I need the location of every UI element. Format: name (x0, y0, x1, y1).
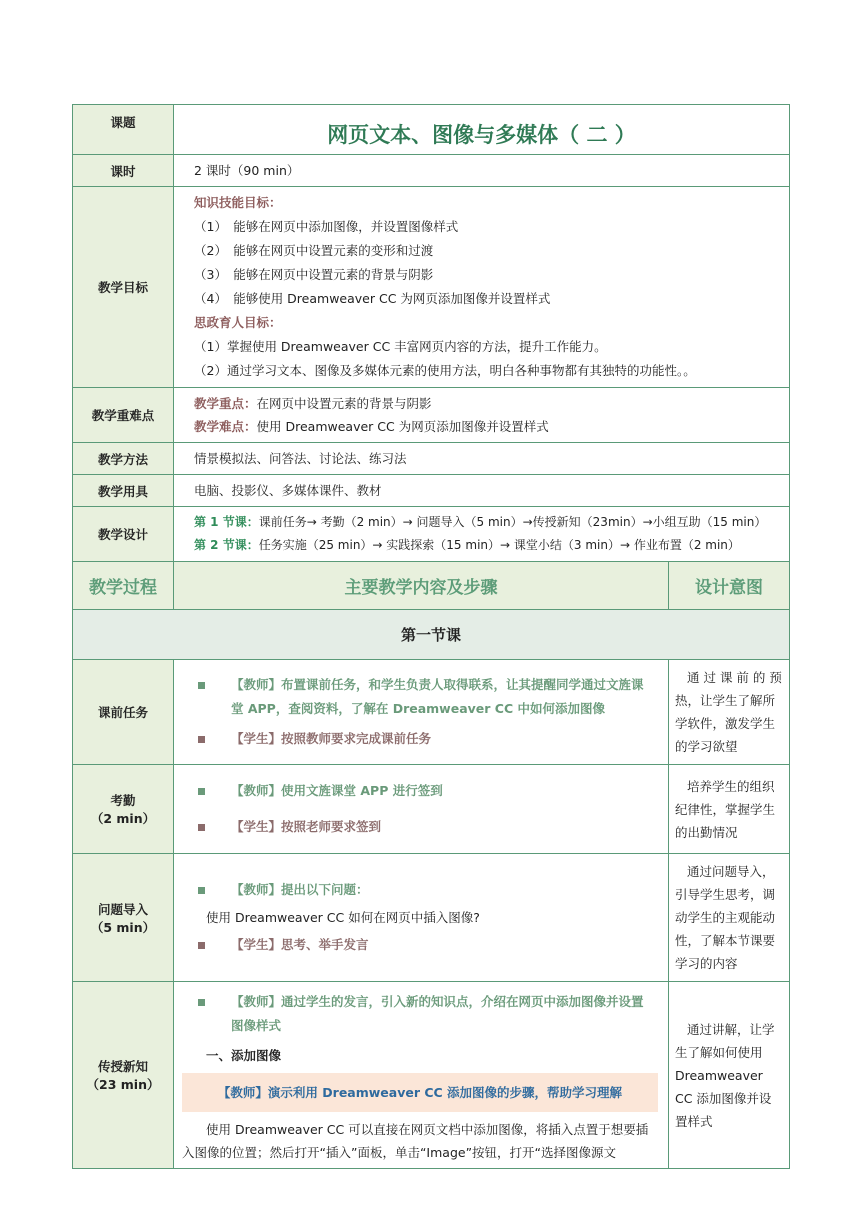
teach-label: 传授新知 （23 min） (73, 982, 174, 1169)
student-bullet: 【学生】按照老师要求签到 (194, 815, 648, 839)
column-header-intent: 设计意图 (669, 562, 790, 610)
key-point-value: 在网页中设置元素的背景与阴影 (256, 396, 432, 411)
methods-label: 教学方法 (73, 443, 174, 475)
question-content (174, 854, 669, 982)
bullet-icon (198, 682, 205, 689)
difficult-point-label: 教学难点： (194, 419, 257, 434)
bullet-icon (198, 999, 205, 1006)
bullet-icon (198, 736, 205, 743)
design-content (174, 507, 790, 562)
ideology-item: （2）通过学习文本、图像及多媒体元素的使用方法，明白各种事物都有其独特的功能性。。 (194, 363, 696, 378)
bullet-icon (198, 942, 205, 949)
question-label: 问题导入 （5 min） (73, 854, 174, 982)
bullet-icon (198, 824, 205, 831)
design-label: 教学设计 (73, 507, 174, 562)
student-bullet: 【学生】按照教师要求完成课前任务 (194, 727, 648, 751)
attendance-content (174, 765, 669, 854)
goals-content (174, 187, 790, 388)
teacher-bullet: 【教师】布置课前任务，和学生负责人取得联系，让其提醒同学通过文旌课堂 APP，查阅资料，了解在 Dreamweaver CC 中如何添加图像 (194, 673, 648, 721)
attendance-label: 考勤 （2 min） (73, 765, 174, 854)
demo-callout: 【教师】演示利用 Dreamweaver CC 添加图像的步骤，帮助学习理解 (182, 1073, 658, 1112)
goals-label: 教学目标 (73, 187, 174, 388)
key-points-content (174, 388, 790, 443)
teach-content (174, 982, 669, 1169)
body-text: 使用 Dreamweaver CC 可以直接在网页文档中添加图像，将插入点置于想要插入图像的位置；然后打开“插入”面板，单击“Image”按钮，打开“选择图像源文 (182, 1122, 649, 1160)
bullet-icon (198, 788, 205, 795)
hours-label: 课时 (73, 155, 174, 187)
lesson1-label: 第 1 节课： (194, 515, 259, 529)
pre-task-label: 课前任务 (73, 660, 174, 765)
lesson2-label: 第 2 节课： (194, 538, 259, 552)
column-header-process: 教学过程 (73, 562, 174, 610)
key-points-label: 教学重难点 (73, 388, 174, 443)
hours-value: 2 课时（90 min） (174, 155, 790, 187)
difficult-point-value: 使用 Dreamweaver CC 为网页添加图像并设置样式 (256, 419, 549, 434)
teacher-bullet: 【教师】提出以下问题： (194, 878, 648, 902)
student-bullet: 【学生】思考、举手发言 (194, 933, 648, 957)
teach-intent: 通过讲解，让学生了解如何使用 Dreamweaver CC 添加图像并设置样式 (669, 982, 790, 1169)
topic-label: 课题 (73, 105, 174, 155)
teacher-bullet: 【教师】使用文旌课堂 APP 进行签到 (194, 779, 648, 803)
knowledge-item: （1） 能够在网页中添加图像，并设置图像样式 (194, 219, 459, 234)
teacher-bullet: 【教师】通过学生的发言，引入新的知识点，介绍在网页中添加图像并设置图像样式 (194, 990, 648, 1038)
methods-value: 情景模拟法、问答法、讨论法、练习法 (174, 443, 790, 475)
bullet-icon (198, 887, 205, 894)
knowledge-item: （2） 能够在网页中设置元素的变形和过渡 (194, 243, 434, 258)
tools-value: 电脑、投影仪、多媒体课件、教材 (174, 475, 790, 507)
ideology-title: 思政育人目标： (194, 315, 282, 330)
column-header-content: 主要教学内容及步骤 (174, 562, 669, 610)
key-point-label: 教学重点： (194, 396, 257, 411)
question-intent: 通过问题导入，引导学生思考，调动学生的主观能动性，了解本节课要学习的内容 (669, 854, 790, 982)
lesson-title: 网页文本、图像与多媒体（ 二 ） (174, 105, 790, 155)
ideology-item: （1）掌握使用 Dreamweaver CC 丰富网页内容的方法，提升工作能力。 (194, 339, 607, 354)
lesson1-flow: 课前任务→ 考勤（2 min）→ 问题导入（5 min）→传授新知（23min）→小组互助（15 min） (258, 515, 767, 529)
tools-label: 教学用具 (73, 475, 174, 507)
attendance-intent: 培养学生的组织纪律性，掌握学生的出勤情况 (669, 765, 790, 854)
knowledge-item: （4） 能够使用 Dreamweaver CC 为网页添加图像并设置样式 (194, 291, 551, 306)
lesson-plan-table (72, 104, 790, 1169)
knowledge-item: （3） 能够在网页中设置元素的背景与阴影 (194, 267, 434, 282)
pre-task-intent: 通 过 课 前 的 预 热，让学生了解所学软件，激发学生的学习欲望 (669, 660, 790, 765)
pre-task-content (174, 660, 669, 765)
knowledge-title: 知识技能目标： (194, 195, 282, 210)
section-title: 第一节课 (73, 610, 790, 660)
question-text: 使用 Dreamweaver CC 如何在网页中插入图像? (206, 910, 480, 925)
subtitle: 一、添加图像 (206, 1048, 282, 1063)
lesson2-flow: 任务实施（25 min）→ 实践探索（15 min）→ 课堂小结（3 min）→ 作业布置（2 min） (258, 538, 740, 552)
